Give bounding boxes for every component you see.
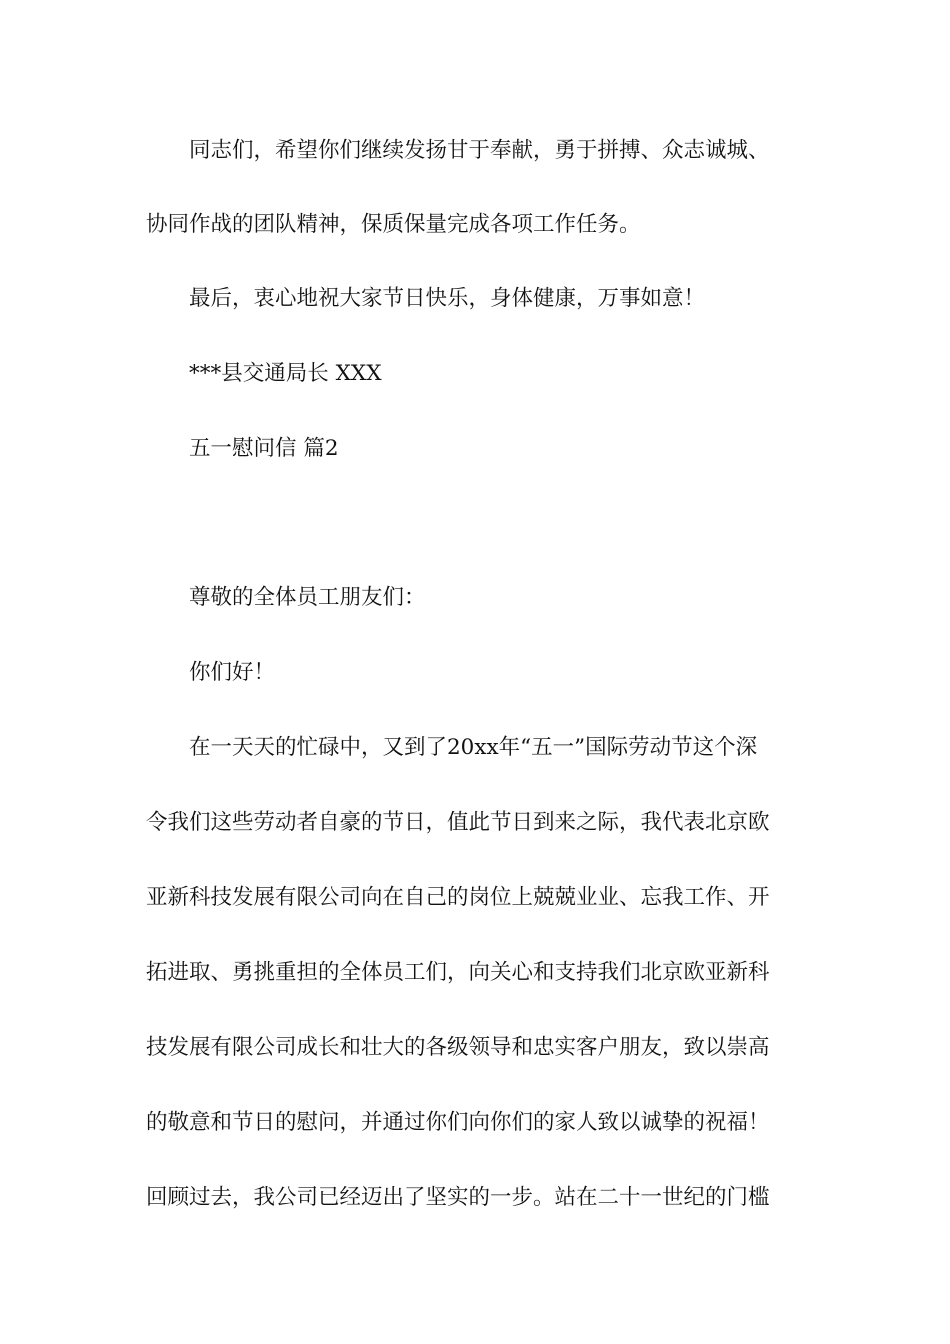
signature-line: ***县交通局长 XXX [189, 361, 382, 386]
paragraph-line: 技发展有限公司成长和壮大的各级领导和忠实客户朋友，致以崇高 [146, 1035, 770, 1060]
greeting: 你们好！ [189, 660, 276, 685]
salutation: 尊敬的全体员工朋友们： [189, 585, 426, 610]
section-heading: 五一慰问信 篇2 [189, 436, 339, 461]
paragraph-line: 最后，衷心地祝大家节日快乐，身体健康，万事如意！ [189, 286, 706, 311]
paragraph-line: 亚新科技发展有限公司向在自己的岗位上兢兢业业、忘我工作、开 [146, 885, 770, 910]
paragraph-line: 拓进取、勇挑重担的全体员工们，向关心和支持我们北京欧亚新科 [146, 960, 770, 985]
paragraph-line: 令我们这些劳动者自豪的节日，值此节日到来之际，我代表北京欧 [146, 810, 770, 835]
paragraph-line: 在一天天的忙碌中，又到了20xx年“五一”国际劳动节这个深 [189, 735, 758, 760]
paragraph-line: 协同作战的团队精神，保质保量完成各项工作任务。 [146, 212, 641, 237]
paragraph-line: 的敬意和节日的慰问，并通过你们向你们的家人致以诚挚的祝福！ [146, 1110, 770, 1135]
paragraph-line: 同志们，希望你们继续发扬甘于奉献，勇于拼搏、众志诚城、 [189, 138, 770, 163]
paragraph-line: 回顾过去，我公司已经迈出了坚实的一步。站在二十一世纪的门槛 [146, 1185, 770, 1210]
